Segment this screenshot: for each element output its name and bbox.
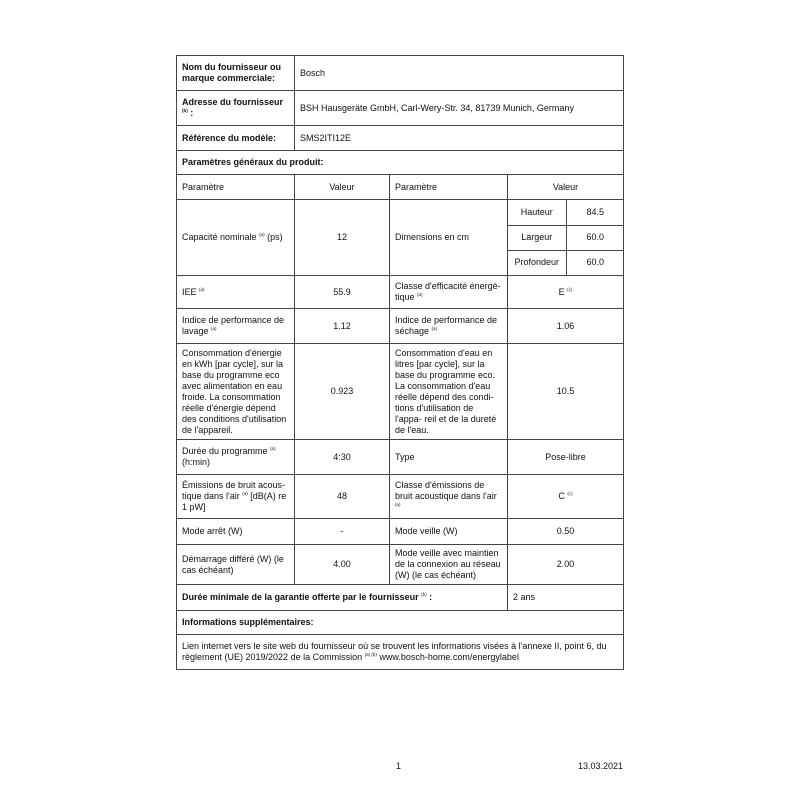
energylabel-link[interactable]: www.bosch-home.com/energylabel xyxy=(379,652,519,662)
dimension-value: 60.0 xyxy=(586,257,605,268)
energy-class-note: (a) xyxy=(417,292,423,297)
iee-label-cell xyxy=(177,276,295,309)
delay-start-value: 4.00 xyxy=(295,545,390,585)
supplier-address-label-cell xyxy=(177,91,295,126)
additional-heading-row xyxy=(177,611,624,635)
capacity-value: 12 xyxy=(295,200,390,276)
product-info-table xyxy=(176,55,624,670)
duration-label: Durée du programme xyxy=(182,446,268,456)
dry-perf-label: Indice de performance de séchage xyxy=(395,315,498,336)
supplier-address-label: Adresse du fournisseur xyxy=(182,97,284,107)
off-standby-row xyxy=(177,519,624,545)
dimension-row xyxy=(508,200,624,225)
warranty-row xyxy=(177,585,624,611)
delay-networked-row xyxy=(177,545,624,585)
type-label: Type xyxy=(390,440,508,475)
energy-consumption-value: 0.923 xyxy=(295,344,390,440)
noise-class-label: Classe d'émissions de bruit acoustique dans l'air xyxy=(395,480,497,501)
wash-perf-label-cell xyxy=(177,309,295,344)
noise-unit: [dB(A) re 1 pW] xyxy=(182,491,287,512)
iee-value: 55.9 xyxy=(295,276,390,309)
dimensions-label: Dimensions en cm xyxy=(390,200,508,276)
iee-note: (a) xyxy=(199,286,205,292)
water-consumption-value: 10.5 xyxy=(508,344,624,440)
dimension-value: 60.0 xyxy=(566,225,624,250)
capacity-dimensions-row xyxy=(177,200,624,276)
capacity-label-cell xyxy=(177,200,295,276)
networked-standby-value: 2.00 xyxy=(508,545,624,585)
warranty-colon: : xyxy=(429,592,433,602)
performance-row xyxy=(177,309,624,344)
standby-value: 0.50 xyxy=(508,519,624,545)
capacity-unit: (ps) xyxy=(267,232,283,242)
energy-class-value-cell xyxy=(508,276,624,309)
supplier-name-label: Nom du fournisseur ou marque commerciale: xyxy=(177,56,295,91)
wash-perf-value: 1.12 xyxy=(295,309,390,344)
noise-value: 48 xyxy=(295,475,390,519)
supplier-name-value: Bosch xyxy=(295,56,624,91)
model-label: Référence du modèle: xyxy=(177,126,295,151)
energy-consumption-label: Consommation d'énergie en kWh [par cycle], sur la base du programme eco avec alimentation en eau froide. La consommation réelle d'énergie dépend des conditions d'utilisation de l'appareil. xyxy=(177,344,295,440)
noise-class-value-note: (c) xyxy=(567,491,573,496)
dimension-label: Hauteur xyxy=(508,200,566,225)
col-param-header: Paramètre xyxy=(177,175,295,200)
duration-note: (a) xyxy=(270,446,276,451)
off-mode-value: - xyxy=(295,519,390,545)
duration-unit: (h:min) xyxy=(182,457,211,467)
warranty-value: 2 ans xyxy=(508,585,624,611)
model-row xyxy=(177,126,624,151)
additional-heading: Informations supplémentaires: xyxy=(177,611,624,635)
noise-class-note: (a) xyxy=(395,502,401,507)
dimension-label: Profondeur xyxy=(508,250,566,275)
supplier-address-note: (b) xyxy=(182,108,188,113)
noise-label-cell xyxy=(177,475,295,519)
supplier-address-row xyxy=(177,91,624,126)
document-date: 13.03.2021 xyxy=(578,761,624,771)
energy-class-value: E xyxy=(558,286,565,297)
dimension-row xyxy=(508,225,624,250)
iee-row xyxy=(177,276,624,309)
noise-class-label-cell xyxy=(390,475,508,519)
energy-class-label-cell xyxy=(390,276,508,309)
dimension-label: Largeur xyxy=(508,225,566,250)
general-heading: Paramètres généraux du produit: xyxy=(177,151,624,175)
dimension-row xyxy=(508,250,624,275)
dimensions-subtable xyxy=(508,200,624,275)
noise-class-value: C xyxy=(558,491,565,501)
duration-type-row xyxy=(177,440,624,475)
off-mode-label: Mode arrêt (W) xyxy=(177,519,295,545)
dry-perf-value: 1.06 xyxy=(508,309,624,344)
delay-start-label: Démarrage différé (W) (le cas échéant) xyxy=(177,545,295,585)
energy-class-value-note: (c) xyxy=(567,286,573,292)
wash-perf-label: Indice de performance de lavage xyxy=(182,315,285,336)
col-param-header-2: Paramètre xyxy=(390,175,508,200)
dry-perf-note: (a) xyxy=(431,326,438,331)
additional-notes: (a) (b) xyxy=(364,652,377,657)
type-value: Pose-libre xyxy=(508,440,624,475)
warranty-label: Durée minimale de la garantie offerte par le fournisseur xyxy=(182,592,419,602)
warranty-label-cell xyxy=(177,585,508,611)
dimension-value: 84.5 xyxy=(566,200,624,225)
dry-perf-label-cell xyxy=(390,309,508,344)
supplier-name-row xyxy=(177,56,624,91)
additional-text-cell xyxy=(177,635,624,670)
noise-class-value-cell xyxy=(508,475,624,519)
general-heading-row xyxy=(177,151,624,175)
water-consumption-label: Consommation d'eau en litres [par cycle], sur la base du programme eco. La consommation d'eau réelle dépend des condi- tions d'utilisation de l'appa- reil et de la dureté de l'eau. xyxy=(390,344,508,440)
additional-text: Lien internet vers le site web du fournisseur où se trouvent les informations visées à l'annexe II, point 6, du règlement (UE) 2019/2022 de la Commission xyxy=(182,641,607,662)
warranty-note: (b) xyxy=(421,592,427,597)
noise-label: Émissions de bruit acous- tique dans l'air xyxy=(182,480,286,501)
consumption-row xyxy=(177,344,624,440)
supplier-address-colon: : xyxy=(190,108,194,118)
duration-label-cell xyxy=(177,440,295,475)
additional-text-row xyxy=(177,635,624,670)
iee-label: IEE xyxy=(182,286,197,297)
energy-class-label: Classe d'efficacité énergé- tique xyxy=(395,281,501,302)
capacity-note: (a) xyxy=(259,232,265,237)
capacity-label: Capacité nominale xyxy=(182,232,257,242)
product-information-sheet xyxy=(176,55,623,670)
standby-label: Mode veille (W) xyxy=(390,519,508,545)
model-value: SMS2ITI12E xyxy=(295,126,624,151)
noise-row xyxy=(177,475,624,519)
col-value-header-2: Valeur xyxy=(508,175,624,200)
duration-value: 4:30 xyxy=(295,440,390,475)
col-value-header: Valeur xyxy=(295,175,390,200)
noise-note: (a) xyxy=(242,491,248,496)
page-number: 1 xyxy=(396,761,402,771)
wash-perf-note: (a) xyxy=(211,326,217,331)
supplier-address-value: BSH Hausgeräte GmbH, Carl-Wery-Str. 34, 81739 Munich, Germany xyxy=(295,91,624,126)
column-header-row xyxy=(177,175,624,200)
networked-standby-label: Mode veille avec maintien de la connexion au réseau (W) (le cas échéant) xyxy=(390,545,508,585)
dimensions-cell xyxy=(508,200,624,276)
